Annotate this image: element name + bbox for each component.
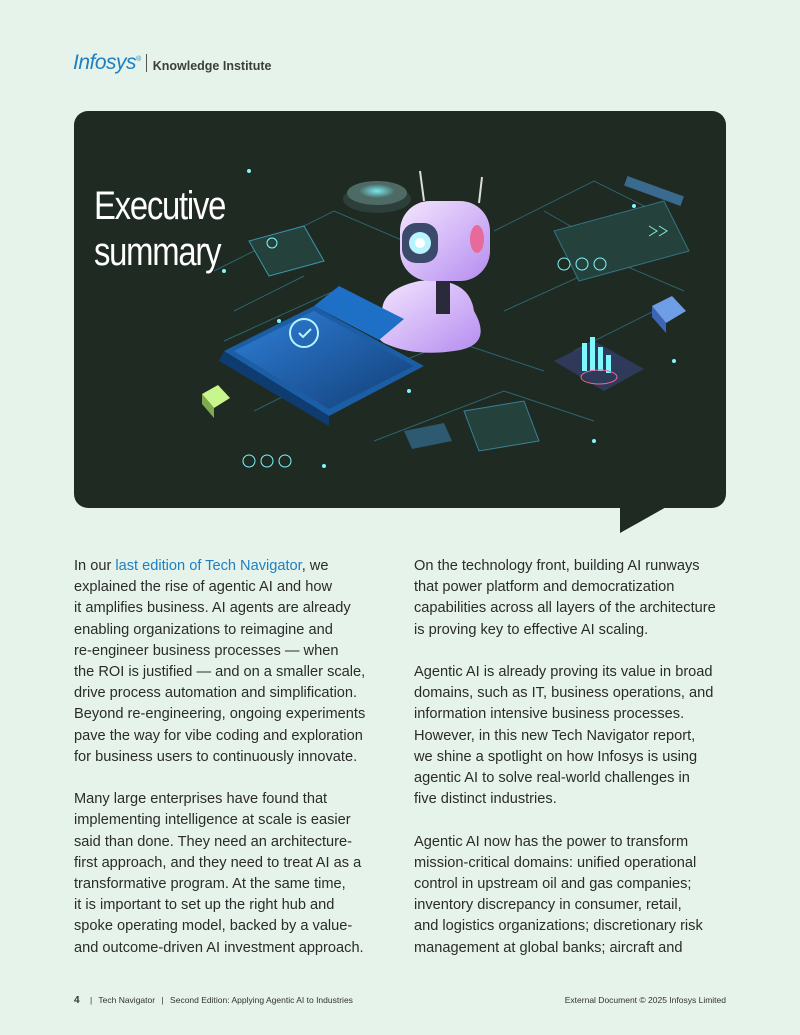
knowledge-institute-label: Knowledge Institute — [152, 58, 272, 73]
page-number: 4 — [74, 995, 80, 1006]
logo-divider — [146, 54, 147, 72]
hero-banner — [74, 111, 726, 508]
copyright-notice: External Document © 2025 Infosys Limited — [564, 995, 726, 1005]
brand-header — [73, 50, 271, 76]
ai-robot-illustration — [74, 111, 726, 508]
publication-name: Tech Navigator — [98, 995, 156, 1005]
right-column — [414, 556, 729, 980]
paragraph-agentic-value: Agentic AI is already proving its value in broad domains, such as IT, business operations, and information intensive business processes. However, in this new Tech Navigator report, we shine a spotlight on how Infosys is using agentic AI to solve real-world challenges in five distinct industries. — [414, 664, 714, 808]
paragraph-mission-critical: Agentic AI now has the power to transform mission-critical domains: unified operational control in upstream oil and gas companies; inventory discrepancy in consumer, retail, and logistics organizations; discretionary risk management at global banks; aircraft and — [414, 833, 703, 956]
page-footer — [74, 995, 726, 1006]
edition-name: Second Edition: Applying Agentic AI to Industries — [170, 995, 353, 1005]
last-edition-link[interactable]: last edition of Tech Navigator — [115, 558, 302, 574]
paragraph-enterprises: Many large enterprises have found that implementing intelligence at scale is easier said than done. They need an architecture- first approach, and they need to treat AI as a transformative program. At the same time, it is important to set up the right hub and spoke operating model, backed by a value- and outcome-driven AI investment approach. — [74, 791, 364, 956]
hero-title: Executive summary — [94, 184, 226, 274]
footer-left: 4 | Tech Navigator | Second Edition: Applying Agentic AI to Industries — [74, 995, 353, 1006]
hero-callout-tail — [620, 506, 668, 533]
infosys-logo: Infosys® — [73, 51, 141, 74]
left-column — [74, 556, 389, 980]
paragraph-technology: On the technology front, building AI runways that power platform and democratization capabilities across all layers of the architecture is proving key to effective AI scaling. — [414, 558, 716, 638]
paragraph-intro: In our last edition of Tech Navigator, we explained the rise of agentic AI and how it amplifies business. AI agents are already enabling organizations to reimagine and re-engineer business processes — when the ROI is justified — and on a smaller scale, drive process automation and simplification. Beyond re-engineering, ongoing experiments pave the way for vibe coding and exploration for business users to continuously innovate. — [74, 558, 366, 765]
